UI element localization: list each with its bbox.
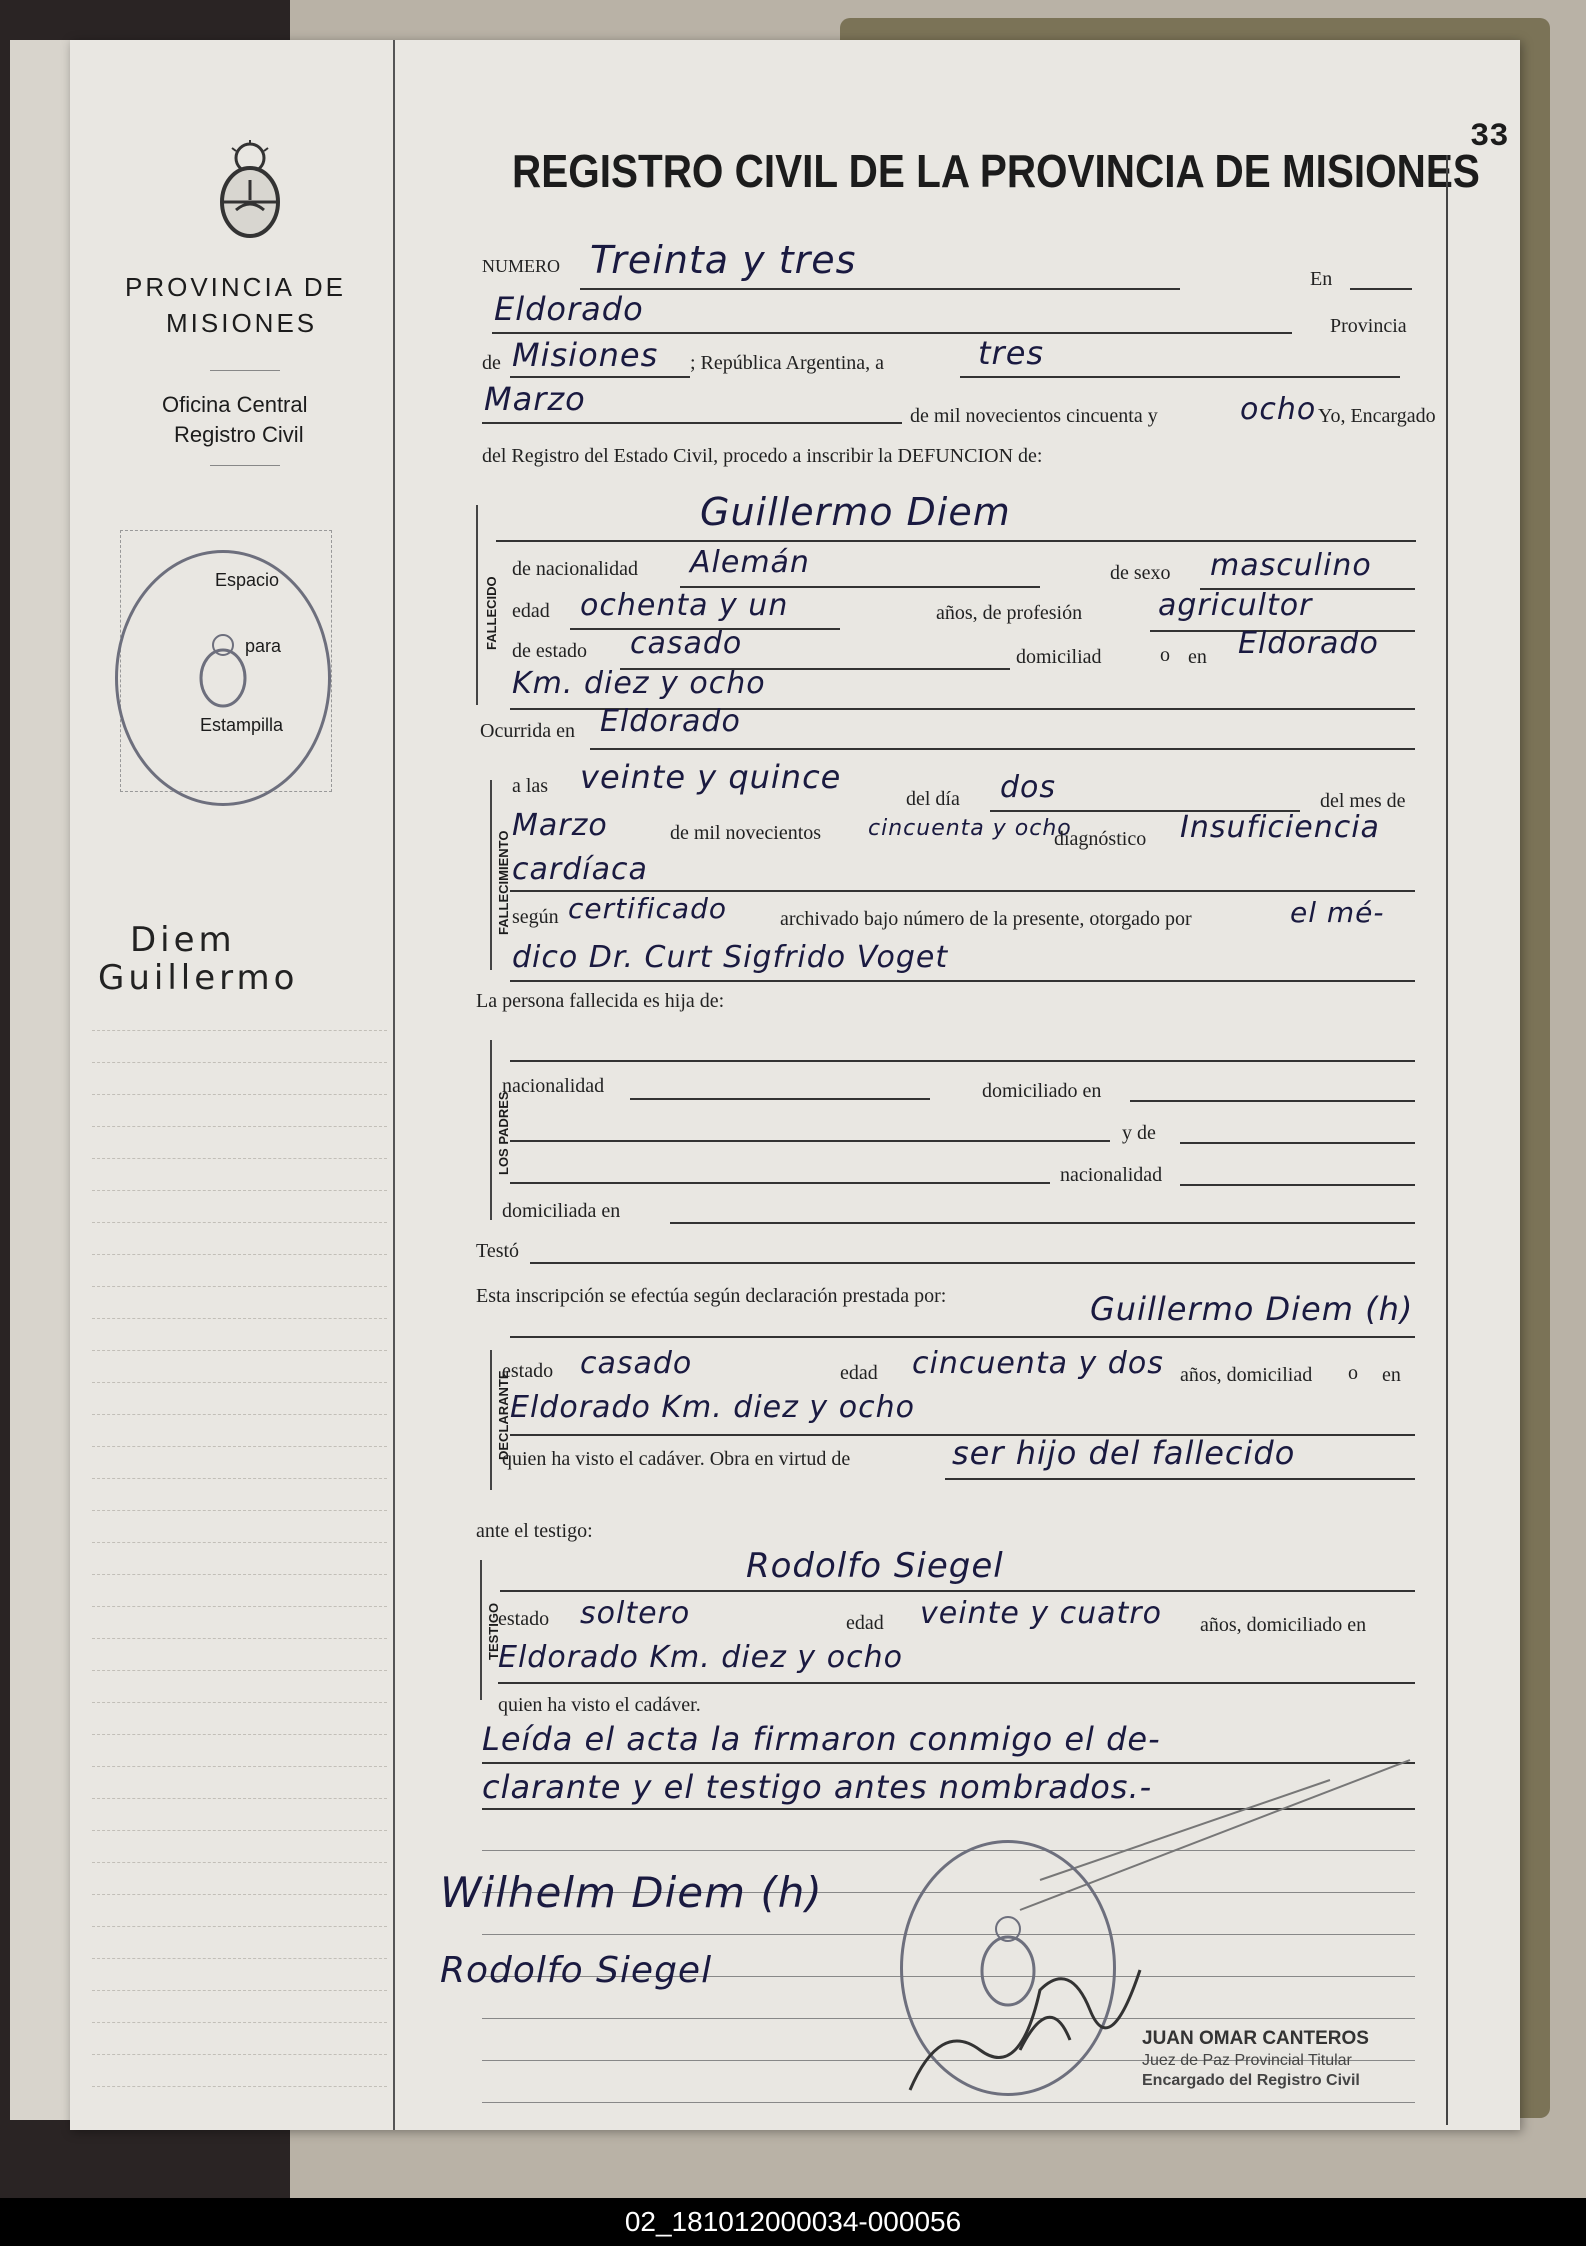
madre-nacionalidad-label: nacionalidad (1060, 1164, 1163, 1186)
declarante-obra: ser hijo del fallecido (952, 1434, 1296, 1472)
scan-id-footer (0, 2198, 1586, 2246)
de-label: de (482, 352, 501, 374)
official-title-2: Encargado del Registro Civil (1142, 2072, 1360, 2089)
segun-value: certificado (568, 892, 727, 925)
testigo-domicilio-line (498, 1682, 1415, 1684)
y-de-label: y de (1122, 1122, 1156, 1144)
blank-line (482, 2102, 1415, 2103)
otorgado-1: el mé- (1290, 896, 1385, 929)
testigo-estado: soltero (580, 1596, 691, 1631)
testigo-label: TESTIGO (486, 1602, 501, 1660)
nacionalidad-label: de nacionalidad (512, 558, 639, 580)
declarante-label: DECLARANTE (496, 1370, 511, 1460)
madre-domicilio-line (670, 1222, 1415, 1224)
mes-value: Marzo (512, 808, 608, 843)
numero-value: Treinta y tres (590, 238, 857, 282)
office-line-2: Registro Civil (174, 422, 304, 447)
declarante-cadaver-label: quien ha visto el cadáver. Obra en virtud de (502, 1448, 851, 1470)
del-dia-label: del día (906, 788, 960, 810)
testigo-intro: ante el testigo: (476, 1520, 593, 1542)
padres-intro: La persona fallecida es hija de: (476, 990, 725, 1012)
a-las-label: a las (512, 775, 549, 797)
testigo-domiciliado-label: años, domiciliado en (1200, 1614, 1367, 1636)
madre-domiciliada-label: domiciliada en (502, 1200, 621, 1222)
numero-line (580, 288, 1180, 290)
fallecimiento-bracket (490, 780, 492, 970)
deceased-name: Guillermo Diem (700, 490, 1011, 534)
city-value: Eldorado (494, 290, 644, 328)
estado-value: casado (630, 626, 743, 661)
province-value: Misiones (512, 336, 659, 374)
en-label: En (1310, 268, 1333, 290)
divider (210, 465, 280, 466)
domicilio-1: Eldorado (1238, 626, 1379, 661)
estado-label: de estado (512, 640, 587, 662)
declarante-edad-label: edad (840, 1362, 878, 1384)
declarante-bracket (490, 1350, 492, 1490)
deceased-name-line (496, 540, 1416, 542)
en-line (1350, 288, 1412, 290)
declarante-domiciliado-label: años, domiciliad (1180, 1364, 1313, 1386)
testo-label: Testó (476, 1240, 520, 1262)
diagnostico-label: diagnóstico (1054, 828, 1147, 850)
padres-bracket (490, 1040, 492, 1220)
declarante-name-line (510, 1336, 1415, 1338)
declarante-domicilio: Eldorado Km. diez y ocho (510, 1390, 915, 1425)
closing-line-2: clarante y el testigo antes nombrados.- (482, 1768, 1153, 1806)
madre-line-2 (510, 1182, 1050, 1184)
yo-label: Yo, Encargado (1318, 405, 1436, 427)
day-value: tres (978, 334, 1045, 372)
declarante-name: Guillermo Diem (h) (1090, 1290, 1414, 1328)
testigo-estado-label: estado (498, 1608, 550, 1630)
madre-name-line (1180, 1142, 1415, 1144)
margin-given-name: Guillermo (98, 958, 299, 998)
republica-label: ; República Argentina, a (690, 352, 885, 374)
edad-value: ochenta y un (580, 588, 789, 623)
signature-testigo: Rodolfo Siegel (440, 1950, 713, 1991)
day-line (960, 376, 1400, 378)
domiciliado-label: domiciliad (1016, 646, 1102, 668)
testigo-edad: veinte y cuatro (920, 1596, 1162, 1631)
otorgado-2: dico Dr. Curt Sigfrido Voget (512, 940, 949, 975)
province-heading-1: PROVINCIA DE (125, 272, 346, 302)
segun-label: según (512, 906, 559, 928)
padre-name-line (510, 1060, 1415, 1062)
official-signature-scribble (900, 1900, 1160, 2100)
signature-declarante: Wilhelm Diem (h) (440, 1868, 823, 1917)
form-area (400, 40, 1510, 2130)
testigo-edad-label: edad (846, 1612, 884, 1634)
office-line-1: Oficina Central (162, 392, 308, 417)
testigo-cadaver-label: quien ha visto el cadáver. (498, 1694, 701, 1716)
declarante-estado: casado (580, 1346, 693, 1381)
month-line (482, 422, 902, 424)
archivado-label: archivado bajo número de la presente, otorgado por (780, 908, 1192, 930)
closing-line-1: Leída el acta la firmaron conmigo el de- (482, 1720, 1161, 1758)
dia-value: dos (1000, 770, 1057, 805)
scan-id: 02_181012000034-000056 (624, 2206, 962, 2237)
domiciliado-en: en (1188, 646, 1207, 668)
city-line (492, 332, 1292, 334)
fallecimiento-label: FALLECIMIENTO (496, 830, 511, 935)
hora-value: veinte y quince (580, 758, 842, 796)
mil-nov-label: de mil novecientos (670, 822, 822, 844)
sexo-value: masculino (1210, 548, 1372, 583)
declarante-edad: cincuenta y dos (912, 1346, 1164, 1381)
mil-label: de mil novecientos cincuenta y (910, 405, 1158, 427)
domicilio-2: Km. diez y ocho (512, 666, 766, 701)
declarante-domiciliado-suffix: o (1348, 1362, 1358, 1384)
stamp-arms-icon (193, 633, 253, 713)
declarante-intro: Esta inscripción se efectúa según declaración prestada por: (476, 1285, 947, 1307)
page-title: REGISTRO CIVIL DE LA PROVINCIA DE MISIONES (512, 145, 1480, 197)
fallecido-bracket (476, 505, 478, 705)
fallecido-label: FALLECIDO (484, 576, 499, 650)
left-margin-column (70, 40, 395, 2130)
provincia-label: Provincia (1330, 315, 1407, 337)
profesion-value: agricultor (1158, 588, 1313, 623)
intro-line: del Registro del Estado Civil, procedo a inscribir la DEFUNCION de: (482, 445, 1043, 467)
ocurrida-line (590, 748, 1415, 750)
del-mes-label: del mes de (1320, 790, 1406, 812)
diagnostico-2: cardíaca (512, 852, 648, 887)
year-suffix: ocho (1240, 392, 1317, 427)
sexo-label: de sexo (1110, 562, 1171, 584)
testigo-domicilio: Eldorado Km. diez y ocho (498, 1640, 903, 1675)
testigo-name-line (500, 1590, 1415, 1592)
testigo-bracket (480, 1560, 482, 1700)
diagnostico-1: Insuficiencia (1180, 810, 1380, 845)
madre-nacionalidad-line (1180, 1184, 1415, 1186)
coat-of-arms-icon (210, 140, 290, 240)
official-title-1: Juez de Paz Provincial Titular (1142, 2052, 1352, 2069)
declarante-obra-line (945, 1478, 1415, 1480)
nacionalidad-value: Alemán (690, 545, 810, 580)
margin-ruled-lines (92, 1030, 387, 2118)
padre-domicilio-line (1130, 1100, 1415, 1102)
testigo-name: Rodolfo Siegel (746, 1546, 1004, 1586)
ocurrida-label: Ocurrida en (480, 720, 575, 742)
edad-label: edad (512, 600, 550, 622)
padre-nacionalidad-label: nacionalidad (502, 1075, 605, 1097)
padre-domiciliado-label: domiciliado en (982, 1080, 1102, 1102)
profesion-label: años, de profesión (936, 602, 1083, 624)
declarante-en: en (1382, 1364, 1401, 1386)
testo-line (530, 1262, 1415, 1264)
padres-label: LOS PADRES (496, 1091, 511, 1175)
right-margin-rule (1446, 155, 1448, 2125)
stamp-label-1: Espacio (215, 570, 280, 590)
madre-pre-line (510, 1140, 1110, 1142)
divider (210, 370, 280, 371)
stamp-label-3: Estampilla (200, 715, 284, 735)
record-page (70, 40, 1520, 2130)
anio-value: cincuenta y ocho (868, 816, 1072, 841)
domiciliado-suffix: o (1160, 644, 1170, 666)
page-number: 33 (1470, 118, 1509, 155)
month-value: Marzo (484, 380, 586, 418)
margin-surname: Diem (130, 920, 236, 960)
otorgado-line (510, 980, 1415, 982)
declarante-estado-label: estado (502, 1360, 554, 1382)
official-name: JUAN OMAR CANTEROS (1142, 2028, 1369, 2049)
stamp-label-2: para (245, 636, 282, 656)
numero-label: NUMERO (482, 256, 561, 276)
ocurrida-value: Eldorado (600, 704, 741, 739)
province-line (510, 376, 690, 378)
padre-nacionalidad-line (630, 1098, 930, 1100)
previous-page-edge (10, 40, 72, 2120)
province-heading-2: MISIONES (166, 308, 318, 338)
